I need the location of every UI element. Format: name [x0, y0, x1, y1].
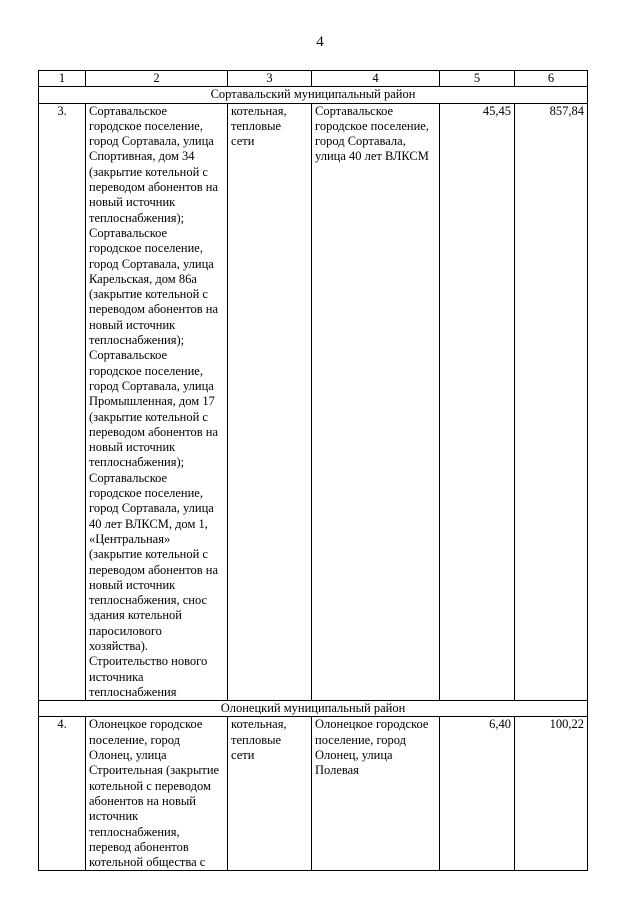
object-location — [312, 103, 440, 701]
column-number-cell: 6 — [515, 71, 588, 87]
text-line: котельной общества с — [89, 855, 206, 870]
column-number-cell: 2 — [86, 71, 228, 87]
row-number: 3. — [39, 103, 86, 701]
text-line: городское поселение, — [89, 118, 203, 133]
text-line: теплоснабжения); — [89, 333, 185, 348]
text-line: городское поселение, — [89, 363, 203, 378]
text-line: город Сортавала, улица — [89, 256, 214, 271]
text-line: город Сортавала, улица — [89, 134, 214, 149]
text-line: паросилового — [89, 623, 162, 638]
text-line: город Сортавала, улица — [89, 501, 214, 516]
text-line: Сортавальское — [89, 103, 168, 118]
text-line: теплоснабжения — [89, 684, 177, 699]
text-line: здания котельной — [89, 608, 182, 623]
region-header-row — [39, 87, 588, 103]
text-line: переводом абонентов на — [89, 424, 219, 439]
column-number-row — [39, 71, 588, 87]
text-line: хозяйства). — [89, 638, 148, 653]
region-name: Олонецкий муниципальный район — [39, 701, 588, 717]
text-line: Строительство нового — [89, 654, 208, 669]
text-line: улица 40 лет ВЛКСМ — [315, 149, 429, 164]
text-line: сети — [231, 134, 255, 149]
text-line: Сортавальское — [89, 470, 168, 485]
text-line: новый источник — [89, 317, 176, 332]
text-line: Спортивная, дом 34 — [89, 149, 195, 164]
value-col6: 100,22 — [515, 717, 588, 871]
text-line: городское поселение, — [315, 118, 429, 133]
text-line: теплоснабжения, — [89, 824, 180, 839]
object-location — [312, 717, 440, 871]
text-line: Олонецкое городское — [315, 717, 429, 732]
text-line: 40 лет ВЛКСМ, дом 1, — [89, 516, 208, 531]
object-description — [86, 103, 228, 701]
text-line: котельная, — [231, 717, 287, 732]
text-line: город Сортавала, — [315, 134, 406, 149]
object-type — [228, 103, 312, 701]
text-line: сети — [231, 748, 255, 763]
text-line: городское поселение, — [89, 241, 203, 256]
text-line: поселение, город — [315, 732, 407, 747]
page-number: 4 — [316, 34, 324, 50]
region-header-row — [39, 701, 588, 717]
table-row — [39, 717, 588, 871]
text-line: (закрытие котельной с — [89, 409, 208, 424]
column-number-cell: 1 — [39, 71, 86, 87]
region-name: Сортавальский муниципальный район — [39, 87, 588, 103]
text-line: Сортавальское — [89, 225, 168, 240]
text-line: (закрытие котельной с — [89, 164, 208, 179]
column-number-cell: 3 — [228, 71, 312, 87]
investment-table — [38, 70, 588, 871]
text-line: переводом абонентов на — [89, 180, 219, 195]
text-line: новый источник — [89, 195, 176, 210]
text-line: город Сортавала, улица — [89, 378, 214, 393]
text-line: котельная, — [231, 103, 287, 118]
column-number-cell: 4 — [312, 71, 440, 87]
text-line: Сортавальское — [315, 103, 394, 118]
text-line: теплоснабжения); — [89, 210, 185, 225]
text-line: переводом абонентов на — [89, 562, 219, 577]
text-line: теплоснабжения, снос — [89, 593, 208, 608]
table-row — [39, 103, 588, 701]
text-line: Олонец, улица — [89, 748, 167, 763]
text-line: теплоснабжения); — [89, 455, 185, 470]
text-line: тепловые — [231, 732, 282, 747]
text-line: переводом абонентов на — [89, 302, 219, 317]
object-type — [228, 717, 312, 871]
text-line: (закрытие котельной с — [89, 287, 208, 302]
column-number-cell: 5 — [440, 71, 515, 87]
text-line: «Центральная» — [89, 531, 171, 546]
text-line: Сортавальское — [89, 348, 168, 363]
text-line: тепловые — [231, 118, 282, 133]
text-line: новый источник — [89, 440, 176, 455]
row-number: 4. — [39, 717, 86, 871]
text-line: Полевая — [315, 763, 359, 778]
text-line: поселение, город — [89, 732, 181, 747]
text-line: (закрытие котельной с — [89, 547, 208, 562]
value-col6: 857,84 — [515, 103, 588, 701]
text-line: городское поселение, — [89, 486, 203, 501]
text-line: котельной с переводом — [89, 778, 211, 793]
text-line: Промышленная, дом 17 — [89, 394, 215, 409]
text-line: Олонец, улица — [315, 748, 393, 763]
text-line: Олонецкое городское — [89, 717, 203, 732]
text-line: Карельская, дом 86а — [89, 271, 197, 286]
text-line: абонентов на новый — [89, 793, 196, 808]
text-line: источник — [89, 809, 139, 824]
object-description — [86, 717, 228, 871]
value-col5: 45,45 — [440, 103, 515, 701]
text-line: новый источник — [89, 577, 176, 592]
text-line: перевод абонентов — [89, 839, 189, 854]
text-line: источника — [89, 669, 144, 684]
text-line: Строительная (закрытие — [89, 763, 220, 778]
value-col5: 6,40 — [440, 717, 515, 871]
